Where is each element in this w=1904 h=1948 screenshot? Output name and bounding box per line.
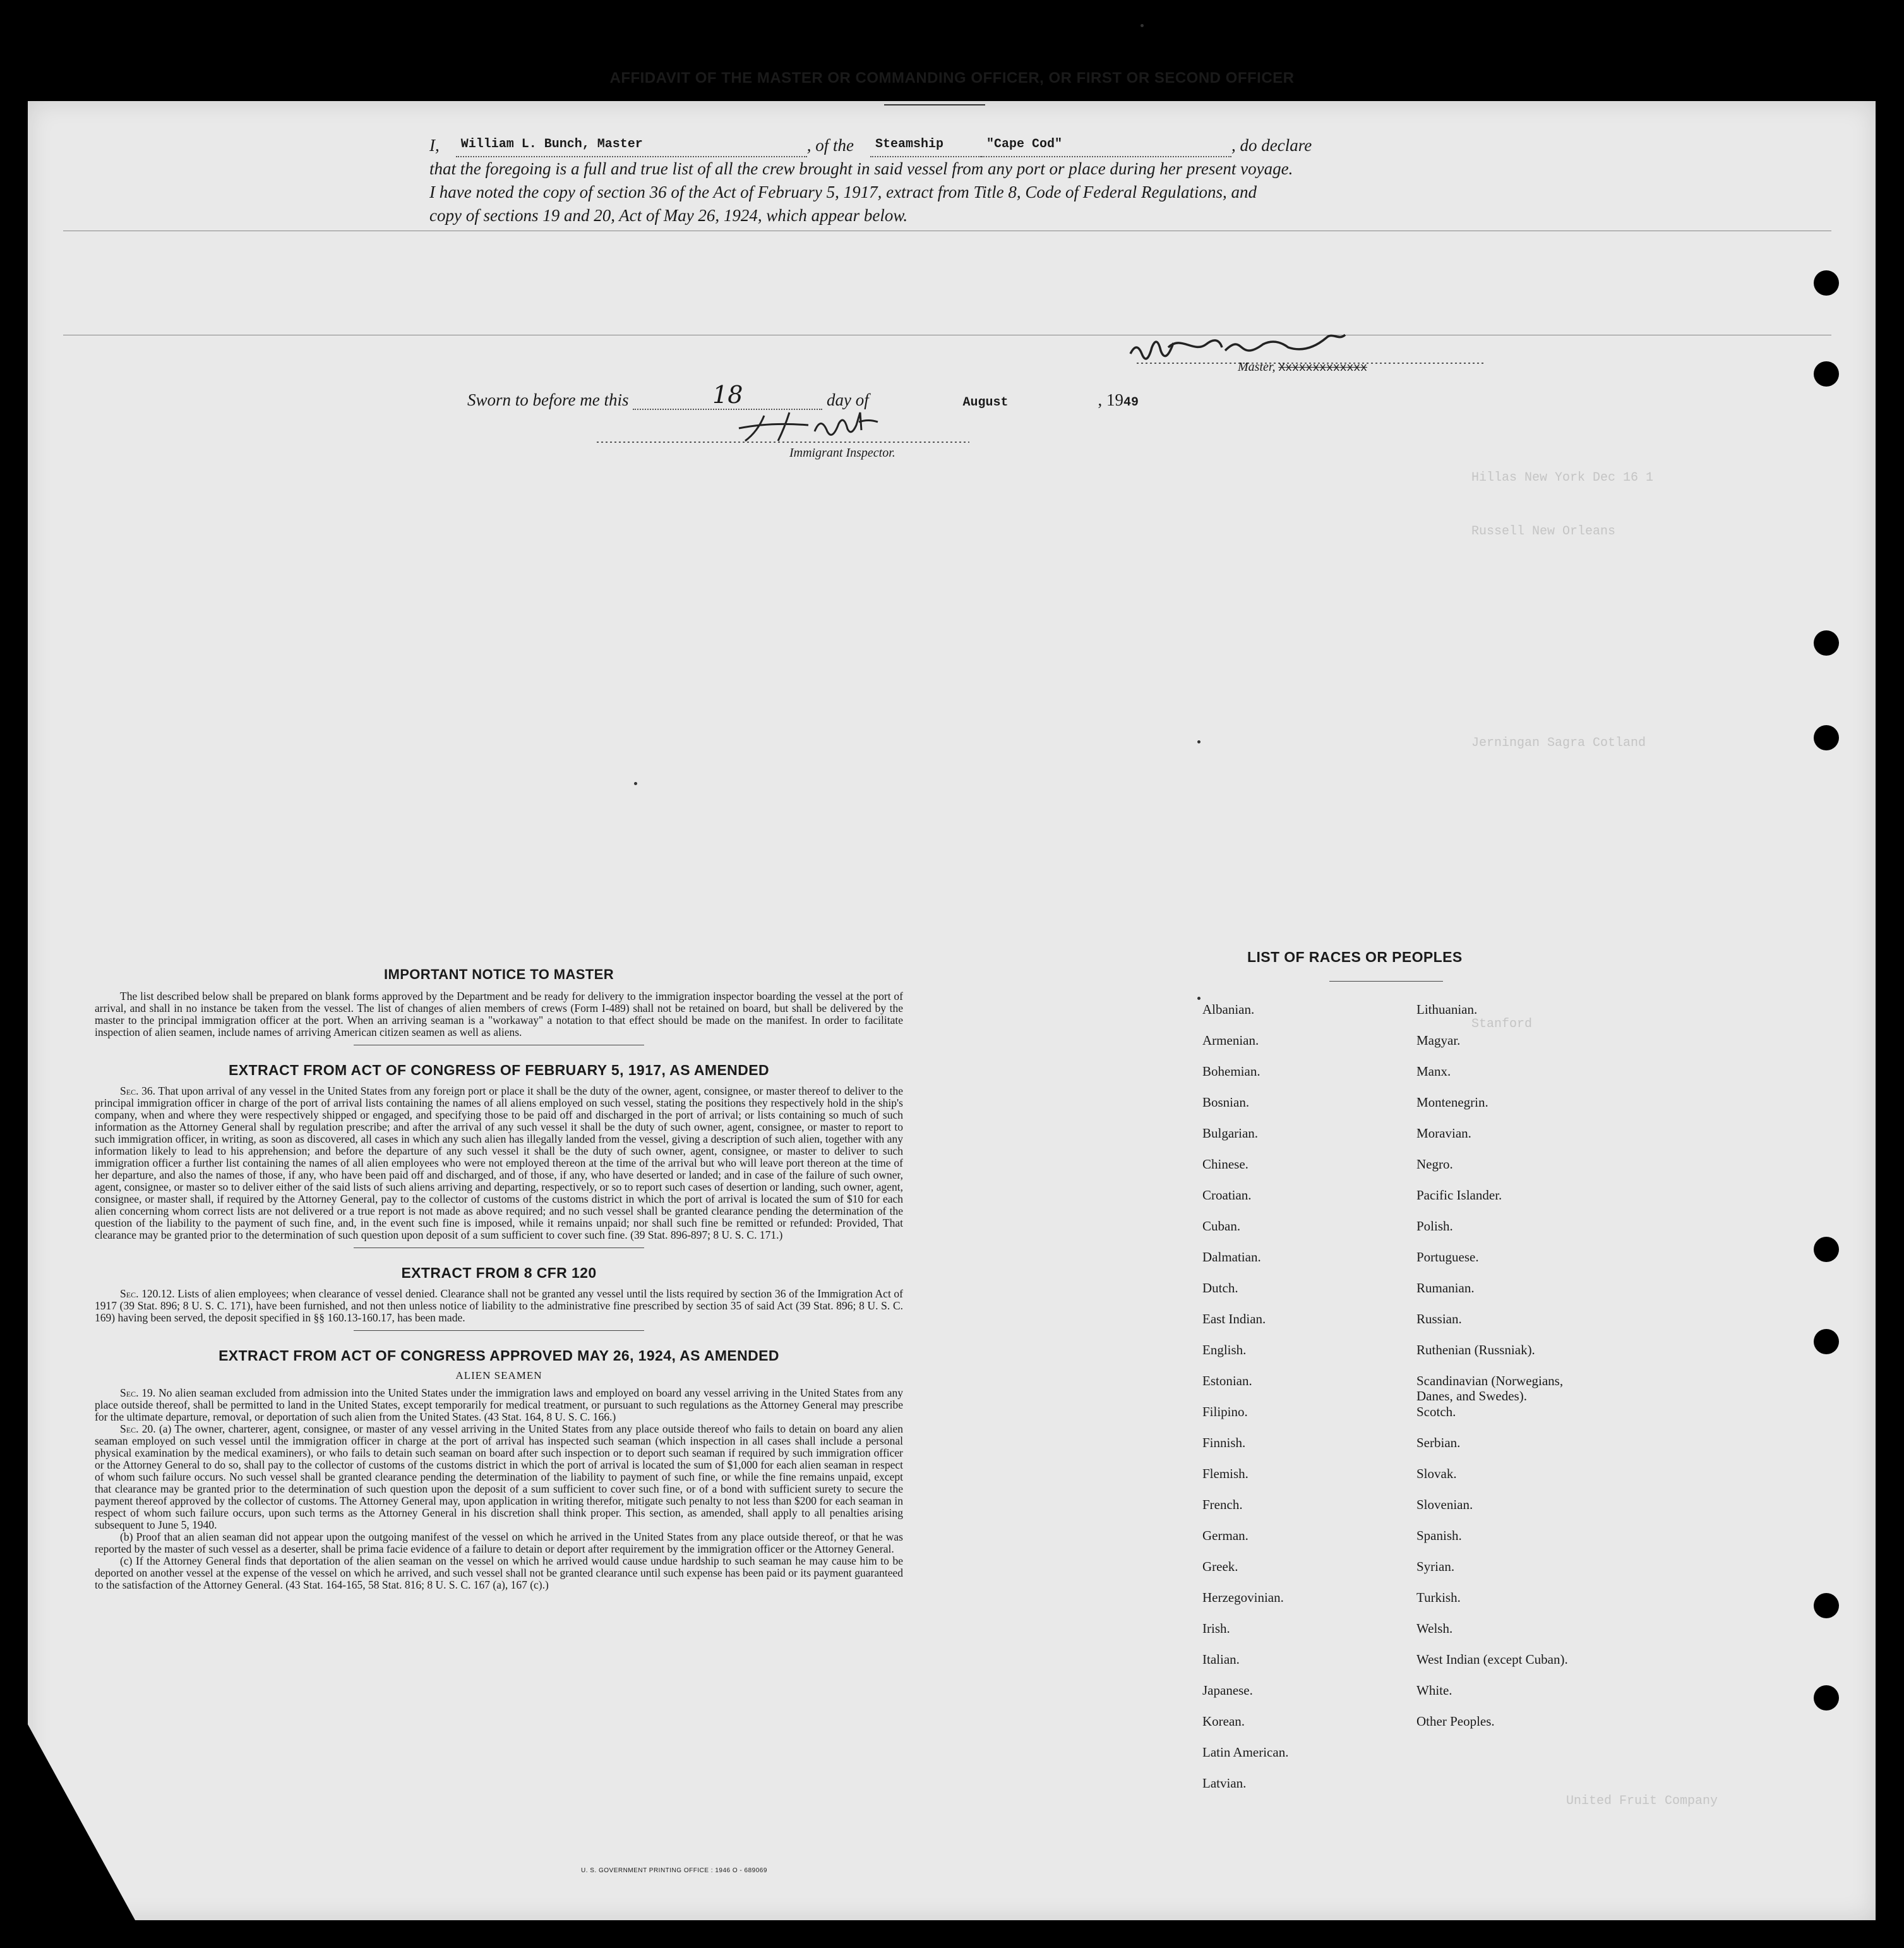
sworn-year-prefix: , 19 [1098, 390, 1123, 409]
race-item: Spanish. [1416, 1528, 1462, 1543]
sec-19-text: No alien seaman excluded from admission into the United States under the immigration laws and employed on board any vessel arriving in the United States from any place outside thereof, shall be permitted to land in the United States, except temporarily for medical treatment, or pursuant to such regulations as the Attorney General may prescribe for the ultimate departure, removal, or deportation of such alien from the United States. (43 Stat. 164, 8 U. S. C. 166.) [95, 1386, 904, 1423]
folded-corner [28, 1724, 135, 1920]
printer-imprint: U. S. GOVERNMENT PRINTING OFFICE : 1946 O - 689069 [581, 1867, 767, 1874]
race-item: Syrian. [1416, 1559, 1455, 1574]
legal-text-column [95, 966, 903, 1591]
title-underline [884, 104, 985, 105]
race-item: Latin American. [1202, 1745, 1289, 1760]
race-item: Italian. [1202, 1652, 1240, 1667]
bleed-through-text: Russell New Orleans [1471, 524, 1616, 539]
notice-body: The list described below shall be prepared on blank forms approved by the Department and be ready for delivery to the immigration inspector boarding the vessel at the port of arrival, and shall in no instance be taken from the vessel. The list of changes of alien members of crews (Form I-489) shall not be retained on board, but shall be delivered by the master to the principal immigration officer at the port. When an arriving seaman is a "workaway" a notation to that effect should be made on the manifest. In order to facilitate inspection of alien seamen, include names of arriving American citizen seamen as well as aliens. [95, 990, 903, 1038]
sec-20-label: Sec. 20. [120, 1422, 156, 1435]
races-left-column [1202, 1002, 1288, 1807]
speck [634, 782, 637, 785]
race-item: Ruthenian (Russniak). [1416, 1342, 1535, 1357]
races-right-column [1416, 1002, 1568, 1745]
race-item: Montenegrin. [1416, 1095, 1488, 1110]
race-item: Scandinavian (Norwegians, Danes, and Swedes). [1416, 1373, 1564, 1404]
race-item: Pacific Islander. [1416, 1187, 1502, 1203]
extract-cfr-body [95, 1288, 903, 1324]
master-title [1238, 360, 1367, 375]
race-item: Other Peoples. [1416, 1714, 1495, 1729]
extract-1917-body [95, 1085, 903, 1241]
affidavit-line-2: that the foregoing is a full and true list of all the crew brought in said vessel from any port or place during her present voyage. [429, 159, 1293, 178]
sworn-year-suffix: 49 [1123, 395, 1139, 410]
sworn-prefix: Sworn to before me this [467, 390, 629, 409]
race-item: Armenian. [1202, 1033, 1259, 1048]
punch-hole [1814, 725, 1839, 750]
punch-hole [1814, 1329, 1839, 1354]
race-item: White. [1416, 1683, 1452, 1698]
race-item: Irish. [1202, 1621, 1230, 1636]
extract-cfr-heading: EXTRACT FROM 8 CFR 120 [401, 1265, 597, 1281]
inspector-signature [594, 409, 973, 447]
race-item: Albanian. [1202, 1002, 1255, 1017]
race-item: Cuban. [1202, 1218, 1241, 1234]
do-declare-text: , do declare [1231, 136, 1312, 155]
race-item: Dalmatian. [1202, 1249, 1261, 1265]
sworn-day: 18 [633, 381, 822, 410]
race-item: Chinese. [1202, 1157, 1248, 1172]
race-item: Latvian. [1202, 1776, 1247, 1791]
sworn-line [467, 381, 1139, 410]
punch-hole [1814, 361, 1839, 387]
races-underline [1329, 981, 1443, 982]
affidavit-line-4: copy of sections 19 and 20, Act of May 26, 1924, which appear below. [429, 206, 908, 225]
of-the-text: , of the [806, 136, 854, 155]
alien-seamen-subheading: ALIEN SEAMEN [455, 1369, 542, 1381]
race-item: Manx. [1416, 1064, 1451, 1079]
sec-120-text: Lists of alien employees; when clearance of vessel denied. Clearance shall not be granted any vessel until the lists required by section 36 of the Immigration Act of 1917 (39 Stat. 896; 8 U. S. C. 171), have been furnished, and not then unless notice of liability to the administrative fine prescribed by section 35 of said Act (39 Stat. 896; 8 U. S. C. 169) having been served, the deposit specified in §§ 160.13-160.17, has been made. [95, 1287, 904, 1324]
race-item: Herzegovinian. [1202, 1590, 1284, 1605]
sec-36-text: That upon arrival of any vessel in the United States from any foreign port or place it shall be the duty of the owner, agent, consignee, or master thereof to deliver to the principal immigration officer in charge of the port of arrival lists containing the names of all aliens employed on such vessel, stating the positions they respectively hold in the ship's company, when and where they were respectively shipped or engaged, and specifying those to be paid off and discharged in the port of arrival; or lists containing so much of such information as the Attorney General shall by regulation prescribe; and after the arrival of any such vessel it shall be the duty of such owner, agent, consignee, or master to report to such immigration officer, in writing, as soon as discovered, all cases in which any such alien has illegally landed from the vessel, giving a description of such alien, together with any information likely to lead to his apprehension; and before the departure of any such vessel it shall be the duty of such owner, agent, consignee, or master to deliver to such immigration officer a further list containing the names of all alien employees who were not employed thereon at the time of the arrival but who will leave port thereon at the time of her departure, and also the names of those, if any, who have been paid off and discharged, and of those, if any, who have deserted or landed; and in case of the failure of such owner, agent, consignee, or master so to deliver either of the said lists of such aliens arriving and departing, respectively, or so to report such cases of desertion or landing, such owner, agent, consignee, or master shall, if required by the Attorney General, pay to the collector of customs of the customs district in which the port of arrival is located the sum of $10 for each alien concerning whom correct lists are not delivered or a true report is not made as above required; and no such vessel shall be granted clearance pending the determination of the question of the liability to the payment of such fine, and, in the event such fine is imposed, while it remains unpaid; nor shall such fine be remitted or refunded: Provided, That clearance may be granted prior to the determination of such question upon deposit of a sum sufficient to cover such fine. (39 Stat. 896-897; 8 U. S. C. 171.) [95, 1085, 903, 1241]
race-item: English. [1202, 1342, 1247, 1357]
speck [1197, 740, 1200, 743]
extract-1917-heading: EXTRACT FROM ACT OF CONGRESS OF FEBRUARY 5, 1917, AS AMENDED [229, 1062, 769, 1078]
master-struck-text: Xxxxxxxxxxxxx [1278, 362, 1367, 375]
affidavit-lead: I, [429, 136, 440, 155]
race-item: Welsh. [1416, 1621, 1453, 1636]
sec-120-label: Sec. 120.12. [120, 1287, 175, 1300]
race-item: Russian. [1416, 1311, 1462, 1326]
sec-19-label: Sec. 19. [120, 1386, 156, 1399]
sec-20c-text: (c) If the Attorney General finds that deportation of the alien seaman on the vessel on which he arrived would cause undue hardship to such seaman he may cause him to be deported on another vessel at the expense of the vessel on which he arrived, and such vessel shall not be granted clearance until such expense has been paid or its payment guaranteed to the satisfaction of the Attorney General. (43 Stat. 164-165, 58 Stat. 816; 8 U. S. C. 167 (a), 167 (c).) [95, 1554, 903, 1591]
bleed-through-text: United Fruit Company [1566, 1794, 1718, 1808]
race-item: Lithuanian. [1416, 1002, 1478, 1017]
affidavit-title: AFFIDAVIT OF THE MASTER OR COMMANDING OFFICER, OR FIRST OR SECOND OFFICER [609, 69, 1295, 87]
race-item: Dutch. [1202, 1280, 1238, 1296]
sec-36-label: Sec. 36. [120, 1085, 156, 1097]
punch-hole [1814, 270, 1839, 296]
declarant-name: William L. Bunch, Master [456, 133, 807, 157]
speck [1197, 997, 1200, 1000]
race-item: Flemish. [1202, 1466, 1248, 1481]
punch-hole [1814, 1685, 1839, 1711]
race-item: Japanese. [1202, 1683, 1253, 1698]
race-item: West Indian (except Cuban). [1416, 1652, 1568, 1667]
race-item: Negro. [1416, 1157, 1453, 1172]
master-label: Master, [1238, 360, 1276, 374]
sec-19-paragraph [95, 1387, 903, 1423]
extract-1924-heading: EXTRACT FROM ACT OF CONGRESS APPROVED MAY 26, 1924, AS AMENDED [219, 1347, 779, 1364]
race-item: Korean. [1202, 1714, 1245, 1729]
notice-heading: IMPORTANT NOTICE TO MASTER [383, 966, 614, 982]
races-heading: LIST OF RACES OR PEOPLES [1247, 949, 1463, 965]
race-item: Estonian. [1202, 1373, 1252, 1388]
race-item: Slovak. [1416, 1466, 1457, 1481]
race-item: Finnish. [1202, 1435, 1246, 1450]
race-item: Bulgarian. [1202, 1126, 1259, 1141]
race-item: Slovenian. [1416, 1497, 1473, 1512]
race-item: Bohemian. [1202, 1064, 1260, 1079]
inspector-label: Immigrant Inspector. [789, 446, 895, 460]
race-item: Portuguese. [1416, 1249, 1479, 1265]
affidavit-statement [429, 133, 1484, 227]
bleed-through-text: Jerningan Sagra Cotland [1471, 736, 1646, 750]
race-item: Bosnian. [1202, 1095, 1250, 1110]
race-item: French. [1202, 1497, 1243, 1512]
sec-20a-text: (a) The owner, charterer, agent, consignee, or master of any vessel arriving in the United States from any place outside thereof who fails to detain on board any alien seaman employed on such vessel until the immigration officer in charge at the port of arrival has inspected such seaman (which inspection in all cases shall include a personal physical examination by the medical examiners), or who fails to detain such seaman on board after such inspection or to deport such seaman if required by such immigration officer or the Attorney General to do so, shall pay to the collector of customs of the customs district in which the port of arrival is located the sum of $1,000 for each alien seaman in respect of whom such failure occurs. No such vessel shall be granted clearance pending the determination of the liability to payment of such fine, or while the fine remains unpaid, except that clearance may be granted prior to the determination of such question upon the deposit of a sum sufficient to cover such fine, or of a bond with sufficient surety to secure the payment thereof approved by the collector of customs. The Attorney General may, upon application in writing therefor, mitigate such penalty to not less than $200 for each seaman in respect of whom such failure occurs, upon such terms as the Attorney General in his discretion shall think proper. This section, as amended, shall apply to all penalties arising subsequent to June 5, 1940. [95, 1422, 903, 1531]
race-item: Scotch. [1416, 1404, 1456, 1419]
punch-hole [1814, 1237, 1839, 1262]
vessel-type: Steamship [870, 133, 981, 157]
speck [1141, 24, 1144, 27]
race-item: Croatian. [1202, 1187, 1252, 1203]
race-item: Moravian. [1416, 1126, 1471, 1141]
sec-20b-text: (b) Proof that an alien seaman did not appear upon the outgoing manifest of the vessel on which he arrived in the United States from any place outside thereof, or that he was reported by the master of such vessel as a deserter, shall be prima facie evidence of a failure to detain or deport after requirement by the immigration officer or the Attorney General. [95, 1530, 903, 1555]
race-item: Turkish. [1416, 1590, 1461, 1605]
race-item: Magyar. [1416, 1033, 1461, 1048]
affidavit-line-3: I have noted the copy of section 36 of the Act of February 5, 1917, extract from Title 8, Code of Federal Regulations, and [429, 183, 1257, 201]
punch-hole [1814, 1593, 1839, 1618]
race-item: German. [1202, 1528, 1248, 1543]
race-item: East Indian. [1202, 1311, 1266, 1326]
punch-hole [1814, 630, 1839, 656]
vessel-name: "Cape Cod" [981, 133, 1231, 157]
race-item: Serbian. [1416, 1435, 1461, 1450]
race-item: Polish. [1416, 1218, 1453, 1234]
sworn-month: August [962, 395, 1009, 410]
bleed-through-text: Hillas New York Dec 16 1 [1471, 471, 1654, 485]
sec-20a-paragraph [95, 1423, 903, 1531]
race-item: Greek. [1202, 1559, 1238, 1574]
bleed-through-text: Stanford [1471, 1017, 1533, 1031]
race-item: Filipino. [1202, 1404, 1248, 1419]
race-item: Rumanian. [1416, 1280, 1475, 1296]
day-of-text: day of [827, 390, 869, 409]
